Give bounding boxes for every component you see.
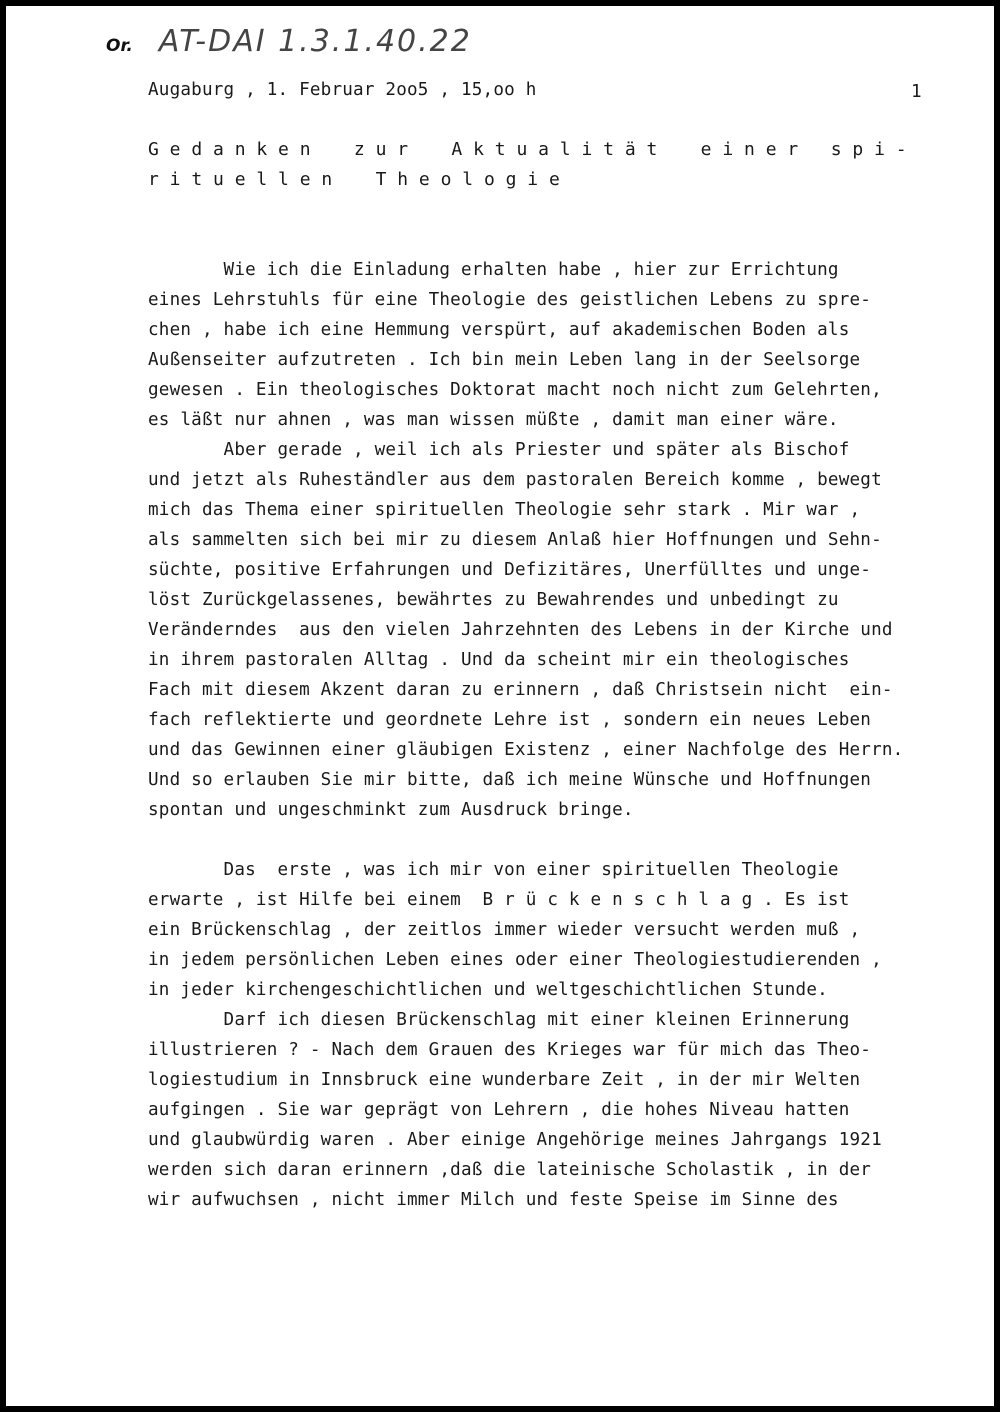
body-line: ein Brückenschlag , der zeitlos immer wieder versucht werden muß , [148, 920, 861, 940]
page-number: 1 [911, 82, 922, 102]
body-line: Das erste , was ich mir von einer spirituellen Theologie [148, 860, 839, 880]
archive-signature: AT-DAI 1.3.1.40.22 [158, 24, 472, 59]
body-line: Darf ich diesen Brückenschlag mit einer kleinen Erinnerung [148, 1010, 850, 1030]
document-page [6, 6, 994, 1406]
archive-prefix: Or. [106, 36, 133, 56]
title-line-1: G e d a n k e n z u r A k t u a l i t ä t e i n e r s p i - [148, 139, 907, 160]
body-line: süchte, positive Erfahrungen und Defizitäres, Unerfülltes und unge- [148, 560, 872, 580]
body-line: gewesen . Ein theologisches Doktorat macht noch nicht zum Gelehrten, [148, 380, 882, 400]
body-line: spontan und ungeschminkt zum Ausdruck bringe. [148, 800, 634, 820]
body-line: in ihrem pastoralen Alltag . Und da scheint mir ein theologisches [148, 650, 850, 670]
body-line: aufgingen . Sie war geprägt von Lehrern , die hohes Niveau hatten [148, 1100, 850, 1120]
body-line: Aber gerade , weil ich als Priester und später als Bischof [148, 440, 850, 460]
body-line: wir aufwuchsen , nicht immer Milch und feste Speise im Sinne des [148, 1190, 839, 1210]
body-line: Veränderndes aus den vielen Jahrzehnten des Lebens in der Kirche und [148, 620, 893, 640]
body-line: löst Zurückgelassenes, bewährtes zu Bewahrendes und unbedingt zu [148, 590, 839, 610]
body-line: Und so erlauben Sie mir bitte, daß ich meine Wünsche und Hoffnungen [148, 770, 872, 790]
body-line: illustrieren ? - Nach dem Grauen des Krieges war für mich das Theo- [148, 1040, 872, 1060]
body-line: und jetzt als Ruheständler aus dem pastoralen Bereich komme , bewegt [148, 470, 882, 490]
body-line: erwarte , ist Hilfe bei einem B r ü c k e n s c h l a g . Es ist [148, 890, 850, 910]
body-line: als sammelten sich bei mir zu diesem Anlaß hier Hoffnungen und Sehn- [148, 530, 882, 550]
body-line: Wie ich die Einladung erhalten habe , hier zur Errichtung [148, 260, 839, 280]
body-line: Außenseiter aufzutreten . Ich bin mein Leben lang in der Seelsorge [148, 350, 861, 370]
body-line: und das Gewinnen einer gläubigen Existenz , einer Nachfolge des Herrn. [148, 740, 904, 760]
body-line: mich das Thema einer spirituellen Theologie sehr stark . Mir war , [148, 500, 861, 520]
body-line: es läßt nur ahnen , was man wissen müßte , damit man einer wäre. [148, 410, 839, 430]
archive-signature-note [106, 24, 472, 59]
title-line-2: r i t u e l l e n T h e o l o g i e [148, 169, 560, 190]
body-line: in jedem persönlichen Leben eines oder einer Theologiestudierenden , [148, 950, 882, 970]
body-line: logiestudium in Innsbruck eine wunderbare Zeit , in der mir Welten [148, 1070, 861, 1090]
body-line: chen , habe ich eine Hemmung verspürt, auf akademischen Boden als [148, 320, 850, 340]
body-line: in jeder kirchengeschichtlichen und weltgeschichtlichen Stunde. [148, 980, 828, 1000]
body-line: fach reflektierte und geordnete Lehre ist , sondern ein neues Leben [148, 710, 872, 730]
body-line: Fach mit diesem Akzent daran zu erinnern , daß Christsein nicht ein- [148, 680, 893, 700]
body-line: eines Lehrstuhls für eine Theologie des geistlichen Lebens zu spre- [148, 290, 872, 310]
body-line: und glaubwürdig waren . Aber einige Angehörige meines Jahrgangs 1921 [148, 1130, 882, 1150]
header-place-date: Augaburg , 1. Februar 2oo5 , 15,oo h [148, 80, 537, 100]
body-line: werden sich daran erinnern ,daß die lateinische Scholastik , in der [148, 1160, 872, 1180]
